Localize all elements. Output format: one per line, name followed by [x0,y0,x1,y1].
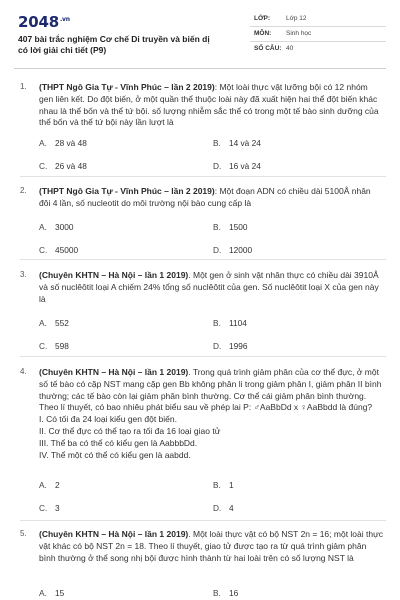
site-logo[interactable] [18,13,70,31]
option-text: 16 [229,588,239,598]
option-c[interactable] [39,245,78,255]
question-source: (Chuyên KHTN – Hà Nội – lần 1 2019) [39,529,189,539]
logo-suffix: .vn [59,16,70,23]
option-text: 2 [55,480,60,490]
question-text [39,529,384,564]
header-divider [14,68,386,69]
option-b[interactable] [213,222,247,232]
option-text: 26 và 48 [55,161,87,171]
option-d[interactable] [213,503,234,513]
option-text: 28 và 48 [55,138,87,148]
option-c[interactable] [39,161,87,171]
meta-label: LỚP: [254,15,271,22]
question-body: . Trong quá trình giảm phân của cơ thể đực, ở một số tế bào có cặp NST mang cặp gen Bb không phân li trong giảm phân I, giảm phân II bình thường; các tế bào còn lại giảm phân bình thường. Cơ thể cái giảm phân bình thường. Theo lí thuyết, có bao nhiêu phát biểu sau về phép lai P: ♂AaBbDd x ♀AaBbdd là đúng? [39,367,382,413]
question-source: (Chuyên KHTN – Hà Nội – lần 1 2019) [39,367,189,377]
option-text: 3 [55,503,60,513]
option-d[interactable] [213,161,261,171]
meta-label: SỐ CÂU: [254,45,282,52]
question-divider [20,356,386,357]
option-c[interactable] [39,503,60,513]
question-number: 5. [20,529,27,538]
logo-text: 2048 [18,13,59,31]
option-letter: D. [213,161,222,171]
question-divider [20,520,386,521]
meta-row-count [250,42,386,57]
question-text [39,367,384,461]
option-text: 12000 [229,245,253,255]
option-a[interactable] [39,480,60,490]
option-letter: B. [213,222,221,232]
option-a[interactable] [39,588,64,598]
question-body: : Một loài thực vật lưỡng bội có 12 nhóm gen liên kết. Do đột biến, ở một quần thể thuộc loài này đã xuất hiện hai thể đột biến khác nhau là thể bốn và thể tứ bội. số lượng nhiễm sắc thể có trong một tế bào sinh dưỡng của thể bốn và thể tứ bội này lần lượt là [39,82,379,128]
option-b[interactable] [213,588,238,598]
option-d[interactable] [213,341,247,351]
question-1 [20,82,380,172]
question-source: (THPT Ngô Gia Tự - Vĩnh Phúc – lần 2 2019) [39,82,215,92]
option-a[interactable] [39,138,87,148]
option-text: 3000 [55,222,74,232]
statement-4: IV. Thể một có thể có kiểu gen là aabdd. [39,449,191,460]
question-number: 3. [20,270,27,279]
question-source: (Chuyên KHTN – Hà Nội – lần 1 2019) [39,270,189,280]
meta-label: MÔN: [254,30,272,37]
option-letter: C. [39,341,48,351]
option-letter: A. [39,480,47,490]
question-source: (THPT Ngô Gia Tự - Vĩnh Phúc – lần 2 2019) [39,186,215,196]
option-letter: B. [213,138,221,148]
option-letter: D. [213,341,222,351]
option-a[interactable] [39,318,69,328]
meta-row-class [250,12,386,27]
document-meta-table [250,12,386,57]
option-letter: C. [39,161,48,171]
option-letter: C. [39,245,48,255]
option-letter: B. [213,480,221,490]
question-body: . Một loài thực vật có bộ NST 2n = 16; một loài thực vật khác có bộ NST 2n = 18. Theo lí thuyết, giao tử được tạo ra từ quá trình giảm phân bình thường ở thể song nhị bội được hình thành từ hai loài trên có số lượng NST là [39,529,384,563]
option-text: 598 [55,341,69,351]
question-body: : Một đoạn ADN có chiều dài 5100Å nhân đôi 4 lần, số nucleotit do môi trường nội bào cung cấp là [39,186,371,208]
option-c[interactable] [39,341,69,351]
option-text: 1 [229,480,234,490]
statement-3: III. Thể ba có thể có kiểu gen là AabbbDd. [39,437,198,448]
option-letter: D. [213,503,222,513]
question-number: 4. [20,367,27,376]
question-text [39,82,384,129]
document-header [0,0,400,66]
question-3 [20,270,380,352]
option-text: 14 và 24 [229,138,261,148]
option-text: 45000 [55,245,79,255]
option-letter: A. [39,138,47,148]
question-2 [20,186,380,256]
question-number: 1. [20,82,27,91]
option-letter: D. [213,245,222,255]
question-divider [20,176,386,177]
meta-value: 40 [286,45,294,52]
meta-value: Sinh học [286,30,312,37]
option-letter: A. [39,318,47,328]
option-a[interactable] [39,222,73,232]
meta-value: Lớp 12 [286,15,307,22]
option-text: 15 [55,588,65,598]
option-d[interactable] [213,245,252,255]
option-text: 1104 [229,318,247,328]
option-text: 1500 [229,222,248,232]
option-b[interactable] [213,138,261,148]
question-text [39,186,384,210]
question-divider [20,259,386,260]
option-letter: A. [39,222,47,232]
question-body: . Một gen ở sinh vật nhân thực có chiều dài 3910Å và số nuclêôtit loại A chiếm 24% tổng số nuclêôtit của gen. Số nuclêôtit loại X của gen này là [39,270,379,304]
option-text: 1996 [229,341,248,351]
option-b[interactable] [213,318,247,328]
option-letter: C. [39,503,48,513]
question-4 [20,367,380,517]
option-letter: A. [39,588,47,598]
question-5 [20,529,384,599]
option-letter: B. [213,588,221,598]
option-text: 552 [55,318,69,328]
question-text [39,270,384,305]
statement-2: II. Cơ thể đực có thể tạo ra tối đa 16 loại giao tử [39,425,221,436]
option-b[interactable] [213,480,234,490]
statement-1: I. Có tối đa 24 loại kiểu gen đột biến. [39,414,177,425]
question-number: 2. [20,186,27,195]
option-text: 4 [229,503,234,513]
document-title: 407 bài trắc nghiệm Cơ chế Di truyền và biến dị có lời giải chi tiết (P9) [18,34,210,55]
meta-row-subject [250,27,386,42]
option-text: 16 và 24 [229,161,261,171]
option-letter: B. [213,318,221,328]
